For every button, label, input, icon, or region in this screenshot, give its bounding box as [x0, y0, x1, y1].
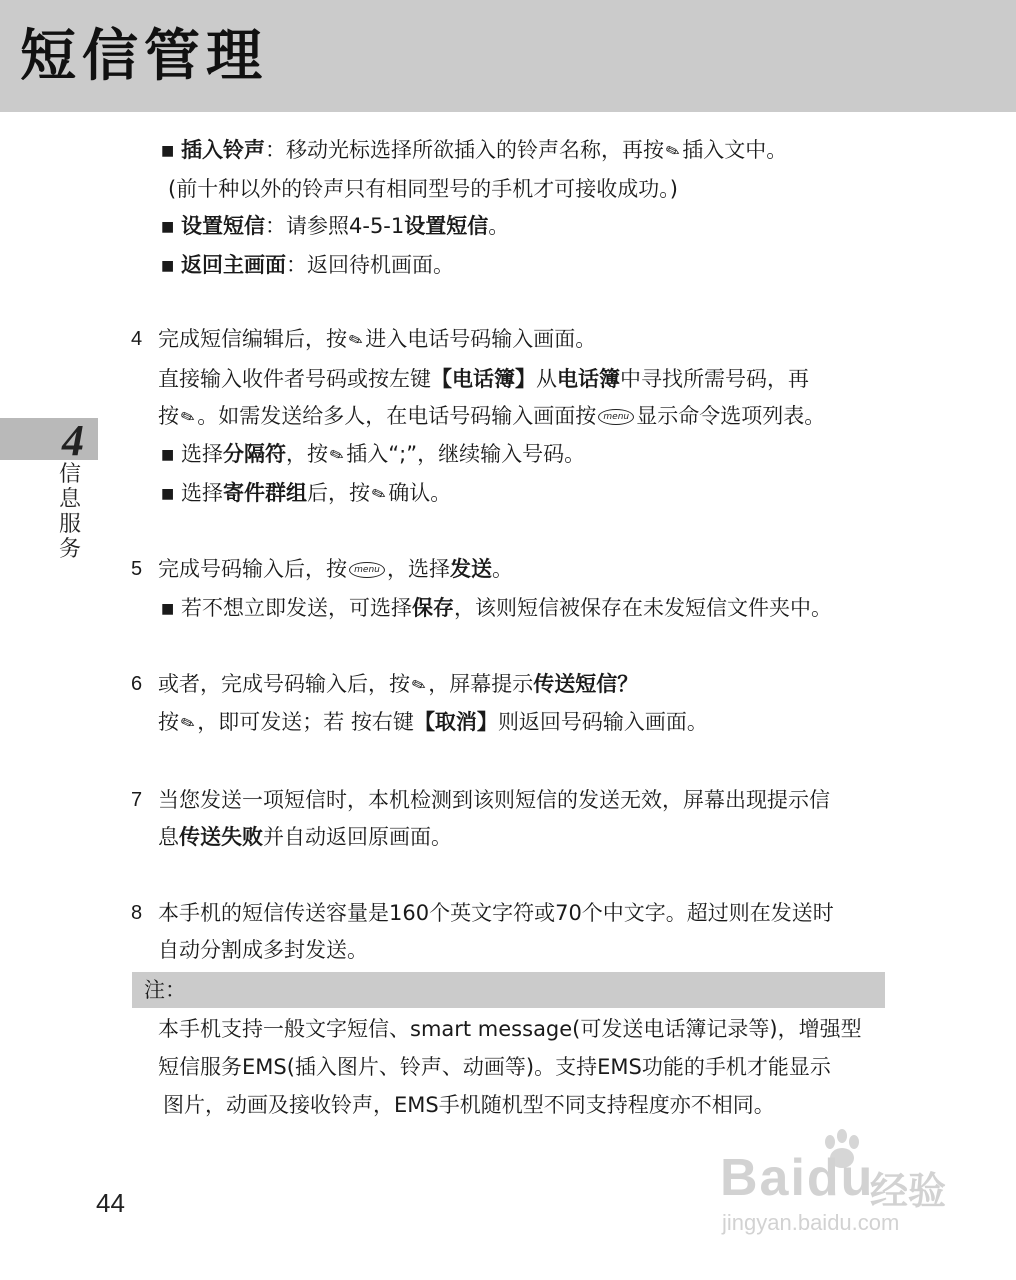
- step-text: 或者，完成号码输入后，按: [158, 672, 410, 696]
- step-number: 6: [131, 673, 143, 695]
- note-line3: 图片，动画及接收铃声，EMS手机随机型不同支持程度亦不相同。: [163, 1093, 775, 1117]
- bullet-settings: [181, 212, 509, 240]
- step-text: 选择: [181, 481, 223, 505]
- note-line1: 本手机支持一般文字短信、smart message(可发送电话簿记录等)，增强型: [158, 1017, 862, 1041]
- step4-line2: [158, 365, 809, 393]
- bullet-bold: 设置短信: [404, 214, 489, 238]
- menu-key-icon: menu: [598, 409, 634, 425]
- step-text: ，屏幕提示: [428, 672, 534, 696]
- step-bold: 分隔符: [223, 442, 286, 466]
- step-text: 直接输入收件者号码或按左键: [158, 367, 431, 391]
- bullet-note-text: (前十种以外的铃声只有相同型号的手机才可接收成功。): [168, 177, 678, 201]
- page-title: 短信管理: [20, 24, 268, 89]
- ok-key-icon: ✎: [369, 483, 390, 507]
- bullet-text: ：请参照4-5-1: [265, 214, 405, 238]
- watermark-logo: Baidu: [720, 1149, 875, 1207]
- step-text: 。: [492, 557, 513, 581]
- step-text: 则返回号码输入画面。: [497, 710, 708, 734]
- step-number: 8: [131, 902, 143, 924]
- step-bold: 传送短信？: [533, 672, 639, 696]
- step-text: ，即可发送；若 按右键: [197, 710, 414, 734]
- step4-bullet2: [181, 479, 451, 509]
- step-text: 显示命令选项列表。: [636, 404, 826, 428]
- step-text: 若不想立即发送，可选择: [181, 596, 412, 620]
- step6-line1: [158, 670, 638, 700]
- bullet-text: ：返回待机画面。: [286, 253, 454, 277]
- chapter-label: 信息服务: [58, 462, 81, 562]
- ok-key-icon: ✎: [178, 406, 199, 430]
- step-text: 中寻找所需号码，再: [620, 367, 809, 391]
- baidu-watermark: [720, 1128, 970, 1238]
- note-label: 注：: [144, 978, 186, 1002]
- ok-key-icon: ✎: [663, 140, 684, 164]
- ok-key-icon: ✎: [178, 712, 199, 736]
- note-bar: [132, 972, 885, 1008]
- step-bold: 发送: [450, 557, 492, 581]
- bullet-text: 插入文中。: [682, 138, 788, 162]
- step-text: 从: [536, 367, 557, 391]
- step8-line1: 本手机的短信传送容量是160个英文字符或70个中文字。超过则在发送时: [158, 901, 834, 925]
- step-text: 后，按: [307, 481, 370, 505]
- ok-key-icon: ✎: [327, 444, 348, 468]
- note-line2: 短信服务EMS(插入图片、铃声、动画等)。支持EMS功能的手机才能显示: [158, 1055, 831, 1079]
- ok-key-icon: ✎: [346, 329, 367, 353]
- bullet-insert-ringtone: [181, 136, 787, 166]
- step-bold: 保存: [412, 596, 454, 620]
- bullet-bold: 返回主画面: [181, 253, 286, 277]
- step-number: 4: [131, 328, 143, 350]
- watermark-url: jingyan.baidu.com: [722, 1210, 900, 1235]
- step-text: 插入“;”，继续输入号码。: [346, 442, 586, 466]
- step-text: 。如需发送给多人，在电话号码输入画面按: [197, 404, 597, 428]
- chapter-number: 4: [62, 416, 84, 465]
- step7-line1: 当您发送一项短信时，本机检测到该则短信的发送无效，屏幕出现提示信: [158, 788, 830, 812]
- step4-line3: [158, 402, 825, 432]
- step-text: ，选择: [387, 557, 450, 581]
- step-text: 完成短信编辑后，按: [158, 327, 347, 351]
- page-number: 44: [96, 1188, 125, 1218]
- step-bold: 电话簿: [557, 367, 620, 391]
- step-text: 进入电话号码输入画面。: [365, 327, 597, 351]
- step-number: 5: [131, 558, 143, 580]
- page-header: [0, 0, 1016, 112]
- step-text: 并自动返回原画面。: [263, 825, 452, 849]
- ok-key-icon: ✎: [409, 674, 430, 698]
- bullet-bold: 设置短信: [181, 214, 265, 238]
- step-bold: 【电话簿】: [431, 367, 536, 391]
- step4-line1: [158, 325, 596, 355]
- step-number: 7: [131, 789, 143, 811]
- step-text: 息: [158, 825, 179, 849]
- watermark-cn: 经验: [870, 1169, 947, 1213]
- step-bold: 寄件群组: [223, 481, 307, 505]
- step-text: ，该则短信被保存在未发短信文件夹中。: [454, 596, 832, 620]
- step-bold: 传送失败: [179, 825, 263, 849]
- step-text: 完成号码输入后，按: [158, 557, 347, 581]
- step4-bullet1: [181, 440, 585, 470]
- step-bold: 【取消】: [413, 710, 498, 734]
- step8-line2: 自动分割成多封发送。: [158, 938, 368, 962]
- bullet-text: ：移动光标选择所欲插入的铃声名称，再按: [265, 138, 664, 162]
- step-text: 按: [158, 404, 179, 428]
- menu-key-icon: menu: [349, 562, 385, 578]
- step6-line2: [158, 708, 708, 738]
- bullet-text: 。: [488, 214, 510, 238]
- step-text: 按: [158, 710, 179, 734]
- bullet-bold: 插入铃声: [181, 138, 265, 162]
- step-text: 确认。: [388, 481, 452, 505]
- step5-bullet: [181, 594, 832, 622]
- step5-line1: [158, 555, 513, 583]
- step7-line2: [158, 823, 452, 851]
- step-text: ，按: [286, 442, 328, 466]
- bullet-return-home: [181, 251, 454, 279]
- step-text: 选择: [181, 442, 223, 466]
